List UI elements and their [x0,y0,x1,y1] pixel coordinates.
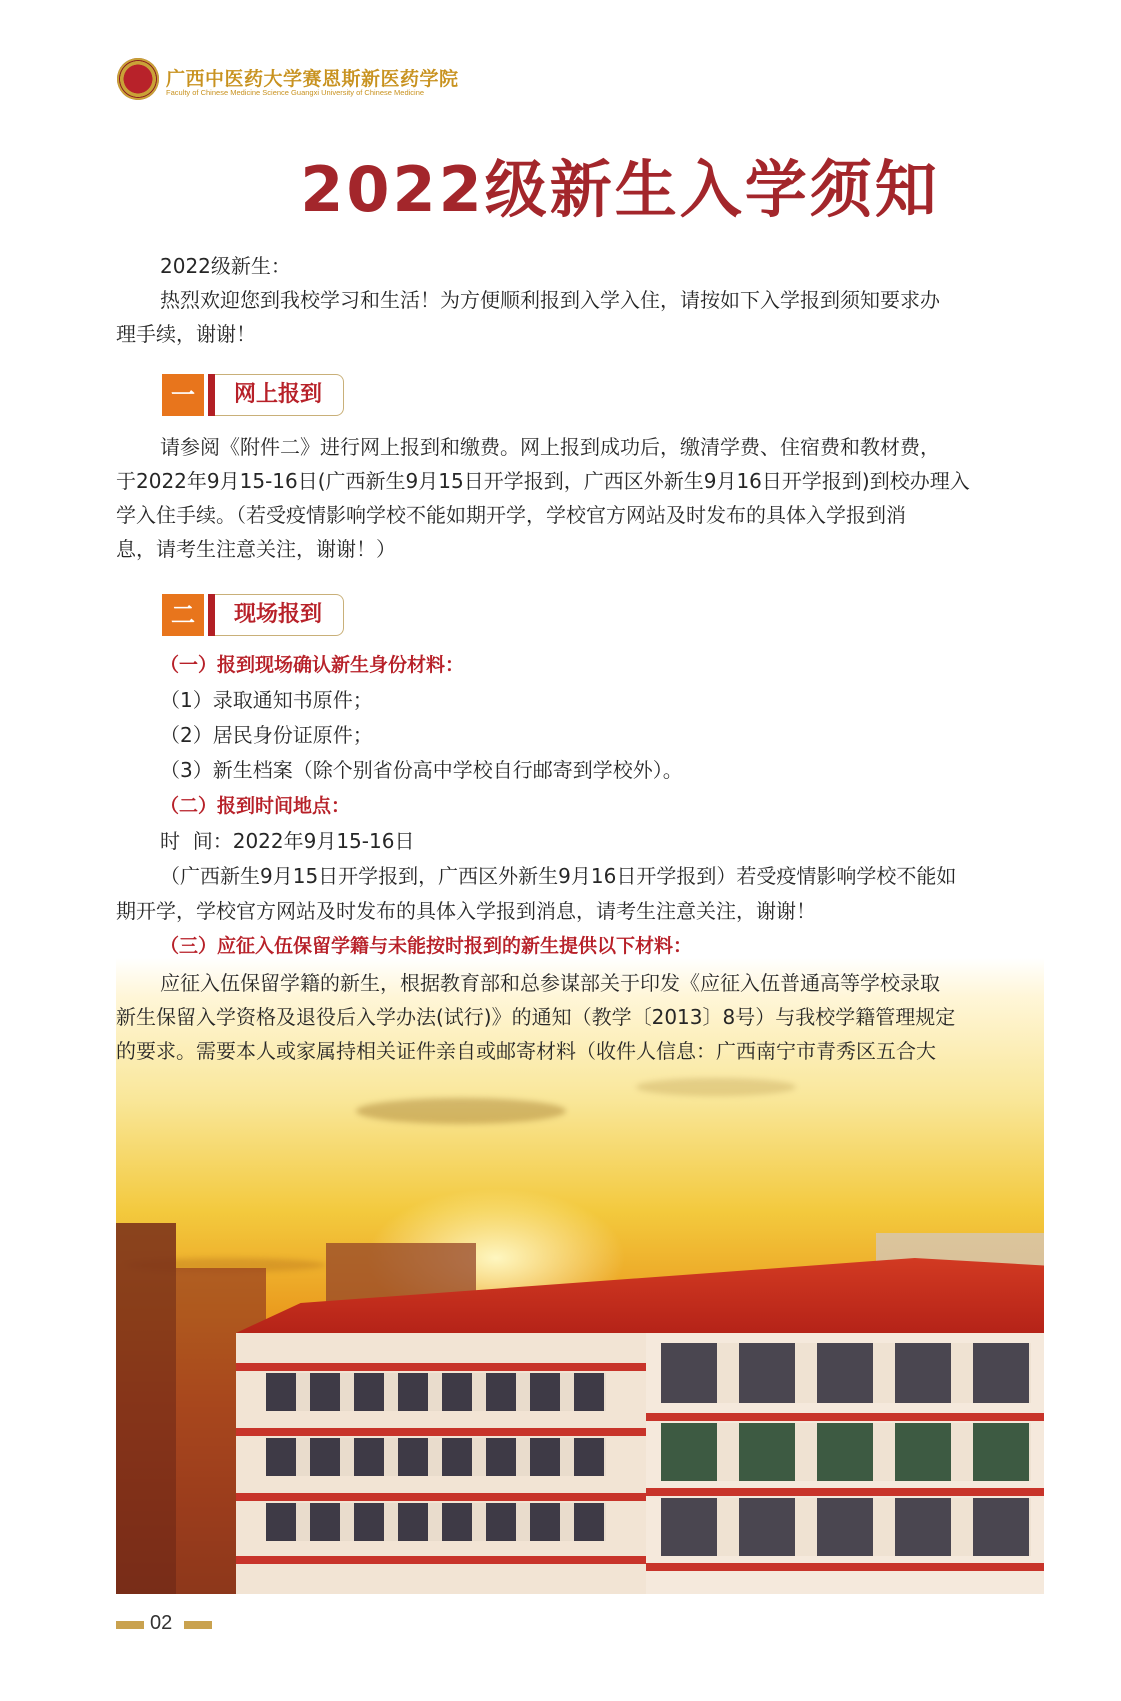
floor-stripe [646,1563,1044,1571]
window-row [661,1423,1031,1481]
list-item: （3）新生档案（除个别省份高中学校自行邮寄到学校外）。 [160,758,683,782]
window-row [661,1343,1031,1403]
section-1-line-4: 息，请考生注意关注，谢谢！） [116,537,396,561]
report-time: 时 间：2022年9月15-16日 [160,829,415,853]
section-1-number: 一 [162,374,204,416]
school-name-en: Faculty of Chinese Medicine Science Guangxi University of Chinese Medicine [166,88,425,97]
section-1-header [162,374,362,416]
sub3-line-1: 应征入伍保留学籍的新生，根据教育部和总参谋部关于印发《应征入伍普通高等学校录取 [160,971,940,995]
floor-stripe [236,1556,646,1564]
sub-heading-2: （二）报到时间地点： [160,795,351,817]
list-item: （1）录取通知书原件； [160,688,373,712]
floor-stripe [236,1363,646,1371]
report-note-line-2: 期开学，学校官方网站及时发布的具体入学报到消息，请考生注意关注，谢谢！ [116,899,816,923]
section-2-label: 现场报到 [234,602,323,627]
greeting: 2022级新生： [160,254,291,278]
sub-heading-1: （一）报到现场确认新生身份材料： [160,654,465,676]
floor-stripe [646,1488,1044,1496]
school-name: 广西中医药大学赛恩斯新医药学院 [166,68,459,90]
report-note-line-1: （广西新生9月15日开学报到，广西区外新生9月16日开学报到）若受疫情影响学校不能如 [160,864,957,888]
cloud [356,1098,566,1124]
section-1-label: 网上报到 [234,382,323,407]
far-building [116,1223,176,1594]
sub-heading-3: （三）应征入伍保留学籍与未能按时报到的新生提供以下材料： [160,935,693,957]
section-2-bar [208,594,215,636]
window-row [266,1503,606,1541]
floor-stripe [236,1493,646,1501]
section-1-line-1: 请参阅《附件二》进行网上报到和缴费。网上报到成功后，缴清学费、住宿费和教材费， [160,435,940,459]
window-row [266,1438,606,1476]
sub3-line-2: 新生保留入学资格及退役后入学办法(试行)》的通知（教学〔2013〕8号）与我校学籍管理规定 [116,1005,956,1029]
page-number: 02 [150,1612,173,1634]
section-1-line-3: 学入住手续。（若受疫情影响学校不能如期开学，学校官方网站及时发布的具体入学报到消 [116,503,906,527]
intro-line-2: 理手续，谢谢！ [116,322,256,346]
window-row [661,1498,1031,1556]
page-title: 2022级新生入学须知 [300,153,940,226]
floor-stripe [236,1428,646,1436]
section-2-header [162,594,362,636]
section-1-bar [208,374,215,416]
section-2-number: 二 [162,594,204,636]
page-number-bar-left [116,1621,144,1629]
sub3-line-3: 的要求。需要本人或家属持相关证件亲自或邮寄材料（收件人信息：广西南宁市青秀区五合大 [116,1039,936,1063]
window-row [266,1373,606,1411]
school-logo-seal [117,58,159,100]
section-1-line-2: 于2022年9月15-16日(广西新生9月15日开学报到，广西区外新生9月16日开学报到)到校办理入 [116,469,970,493]
cloud [636,1078,796,1096]
floor-stripe [646,1413,1044,1421]
page-number-bar-right [184,1621,212,1629]
list-item: （2）居民身份证原件； [160,723,373,747]
intro-line-1: 热烈欢迎您到我校学习和生活！为方便顺利报到入学入住，请按如下入学报到须知要求办 [160,288,940,312]
